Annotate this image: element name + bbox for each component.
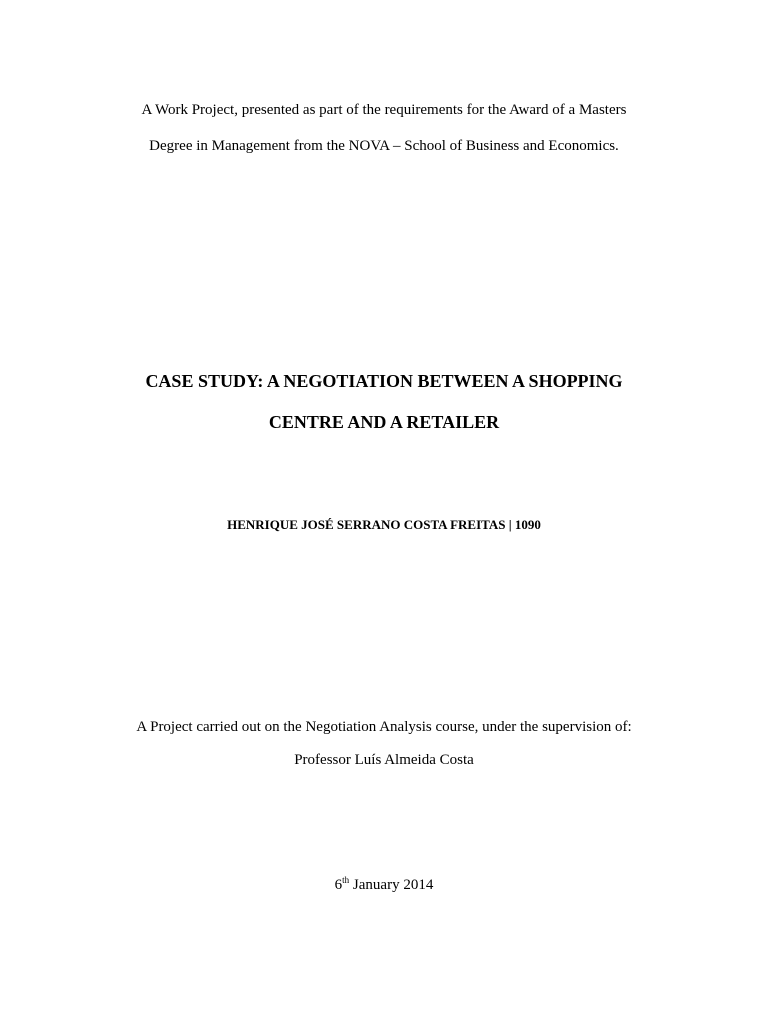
date-month-year: January 2014 bbox=[349, 877, 434, 893]
intro-line-2: Degree in Management from the NOVA – School of Business and Economics. bbox=[149, 138, 619, 154]
supervisor-name: Professor Luís Almeida Costa bbox=[294, 752, 474, 768]
date-day: 6 bbox=[334, 877, 343, 893]
title-line-2: CENTRE AND A RETAILER bbox=[268, 412, 500, 432]
author-name: HENRIQUE JOSÉ SERRANO COSTA FREITAS | 1090 bbox=[227, 517, 541, 532]
submission-date bbox=[0, 875, 768, 893]
date-ordinal-suffix: th bbox=[342, 875, 350, 885]
title-line-1: CASE STUDY: A NEGOTIATION BETWEEN A SHOPPING bbox=[145, 371, 623, 391]
supervision-line-1: A Project carried out on the Negotiation Analysis course, under the supervision of: bbox=[136, 719, 632, 735]
intro-line-1: A Work Project, presented as part of the requirements for the Award of a Masters bbox=[141, 102, 627, 118]
